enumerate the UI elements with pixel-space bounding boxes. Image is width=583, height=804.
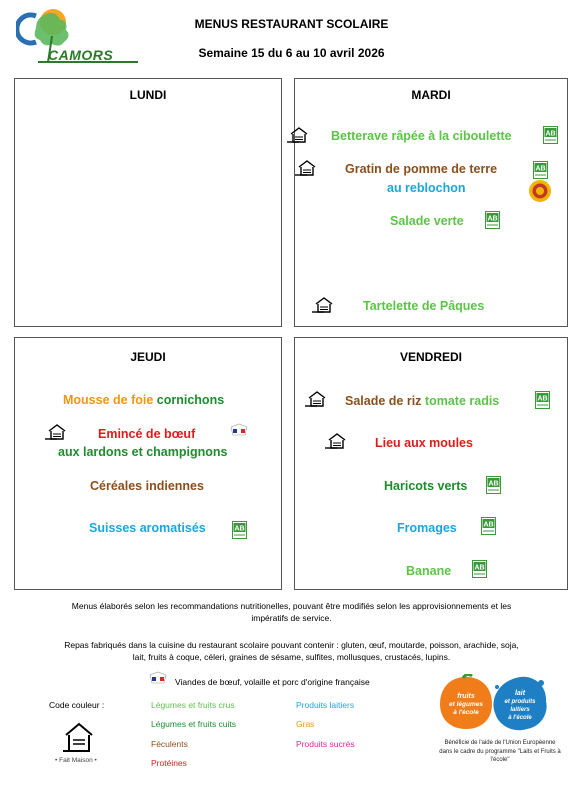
legend-gras: Gras	[296, 719, 315, 729]
menu-item: aux lardons et champignons	[58, 445, 228, 459]
menu-item: Céréales indiennes	[90, 479, 204, 493]
page-title: MENUS RESTAURANT SCOLAIRE	[194, 17, 389, 31]
fait-maison-icon	[295, 159, 317, 177]
svg-text:AB: AB	[483, 521, 494, 529]
svg-text:lait: lait	[514, 690, 526, 697]
svg-text:fruits: fruits	[457, 693, 475, 700]
viande-francaise-icon	[148, 671, 168, 686]
menu-item: Fromages	[397, 521, 457, 535]
day-title: MARDI	[411, 88, 451, 102]
week-label: Semaine 15 du 6 au 10 avril 2026	[198, 46, 385, 60]
fait-maison-icon	[62, 721, 96, 755]
ab-bio-icon	[486, 476, 501, 494]
fait-maison-icon	[325, 432, 347, 450]
legend-cuits: Légumes et fruits cuits	[151, 719, 237, 729]
ab-bio-icon	[485, 211, 500, 229]
svg-text:AB: AB	[487, 215, 498, 223]
svg-text:AB: AB	[535, 165, 546, 173]
note-allergenes: Repas fabriqués dans la cuisine du restaurant scolaire pouvant contenir : gluten, œuf, moutarde, poisson, arachide, soja, lait, fruits à coque, céleri, graines de sésame, sulfites, mollusques, crustacés, lupins.	[64, 640, 519, 662]
ab-bio-icon	[543, 126, 558, 144]
legend-laitiers: Produits laitiers	[296, 700, 355, 710]
day-box-lundi	[14, 78, 282, 327]
menu-item: Emincé de bœuf	[98, 427, 196, 441]
svg-text:AB: AB	[537, 395, 548, 403]
day-box-vendredi	[294, 337, 568, 590]
fruits-legumes-ecole-logo	[437, 674, 495, 732]
aop-icon	[528, 179, 552, 203]
svg-text:et légumes: et légumes	[449, 701, 483, 708]
day-title: VENDREDI	[399, 350, 462, 364]
day-title: LUNDI	[129, 88, 167, 102]
day-title: JEUDI	[130, 350, 166, 364]
menu-item: Betterave râpée à la ciboulette	[331, 129, 512, 143]
menu-item: Haricots verts	[384, 479, 468, 493]
menu-item: au reblochon	[387, 181, 466, 195]
svg-text:AB: AB	[234, 525, 245, 533]
menu-item: Salade de riz tomate radis	[345, 394, 500, 408]
menu-item: Salade verte	[390, 214, 464, 228]
legend-sucres: Produits sucrés	[296, 739, 355, 749]
menu-item: Lieu aux moules	[375, 436, 473, 450]
menu-item: Mousse de foie cornichons	[63, 393, 225, 407]
ab-bio-icon	[481, 517, 496, 535]
svg-text:laitiers: laitiers	[510, 707, 530, 713]
day-box-mardi	[294, 78, 568, 327]
ab-bio-icon	[232, 521, 247, 539]
lait-produits-laitiers-ecole-logo	[489, 673, 551, 735]
fait-maison-icon	[312, 296, 334, 314]
svg-text:à l'école: à l'école	[508, 715, 532, 721]
svg-text:AB: AB	[545, 130, 556, 138]
svg-text:à l'école: à l'école	[453, 709, 479, 716]
menu-item: Tartelette de Pâques	[363, 299, 485, 313]
menu-item: Gratin de pomme de terre	[345, 162, 498, 176]
svg-text:AB: AB	[488, 480, 499, 488]
fait-maison-icon	[287, 126, 309, 144]
legend-feculents: Féculents	[151, 739, 188, 749]
ab-bio-icon	[533, 161, 548, 179]
legend-crus: Légumes et fruits crus	[151, 700, 235, 710]
programme-aide-text: Bénéficie de l'aide de l'Union Européenne dans le cadre du programme "Laits et Fruits à l'école"	[439, 740, 561, 763]
legend-proteines: Protéines	[151, 758, 187, 768]
ab-bio-icon	[472, 560, 487, 578]
viande-francaise-icon	[229, 423, 249, 438]
note-recommandations: Menus élaborés selon les recommandations nutritionelles, pouvant être modifiés selon les approvisionnements et les impératifs de service.	[71, 601, 512, 623]
menu-item: Suisses aromatisés	[89, 521, 206, 535]
svg-text:et produits: et produits	[504, 699, 536, 705]
fait-maison-label: • Fait Maison •	[55, 757, 97, 764]
day-box-jeudi	[14, 337, 282, 590]
note-viande: Viandes de bœuf, volaille et porc d'origine française	[175, 677, 370, 687]
legend-title: Code couleur :	[49, 700, 105, 710]
ab-bio-icon	[535, 391, 550, 409]
fait-maison-icon	[45, 423, 67, 441]
menu-item: Banane	[406, 564, 452, 578]
svg-text:AB: AB	[474, 564, 485, 572]
logo-text: CAMORS	[48, 47, 114, 63]
fait-maison-icon	[305, 390, 327, 408]
